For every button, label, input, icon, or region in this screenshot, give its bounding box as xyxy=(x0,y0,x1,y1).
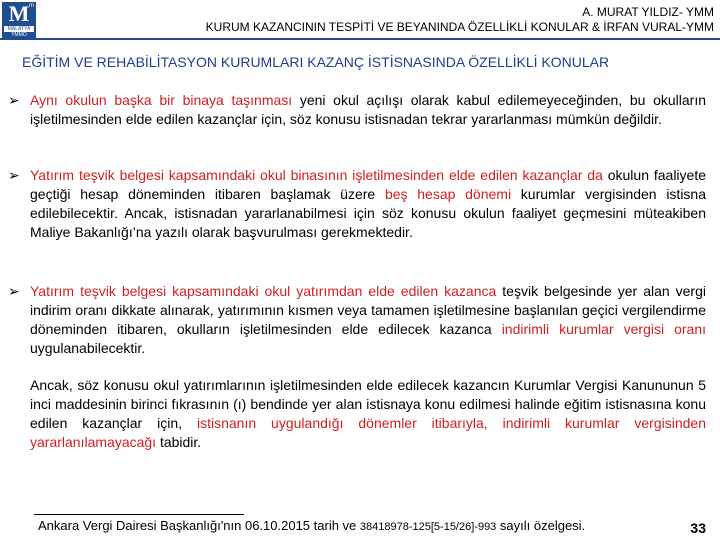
bullet-segment: yeni okul açılışı olarak kabul edilemeyeceğinden, bu okulların işletilmesinden elde edilen kazançlar için, söz konusu istisnadan tekrar yararlanması mümkün değildir. xyxy=(30,92,706,127)
bullet-segment-highlight: indirimli kurumlar vergisi oranı xyxy=(501,321,706,337)
bullet-segment-highlight: Yatırım teşvik belgesi kapsamındaki okul yatırımdan elde edilen kazanca xyxy=(30,283,497,299)
logo xyxy=(2,2,36,40)
bullet-item-2 xyxy=(8,166,707,242)
paragraph-segment-highlight: istisnanın uygulandığı dönemler itibarıyla, indirimli kurumlar vergisinden yararlanılamayacağı xyxy=(30,415,706,450)
bullet-segment: kurumlar vergisinden istisna edilebilecektir. Ancak, istisnadan yararlanabilmesi için söz konusu okulun faaliyet geçmesini müteakiben Maliye Bakanlığı’na yazılı olarak başvurulması gerekmektedir. xyxy=(30,186,707,240)
paragraph-segment: tabidir. xyxy=(156,434,202,450)
logo-text-2: YMMO xyxy=(11,32,27,38)
note-paragraph xyxy=(30,376,706,452)
arrow-right-icon: ➢ xyxy=(8,167,20,183)
paragraph-segment: Ancak, söz konusu okul yatırımlarının işletilmesinden elde edilecek kazancın Kurumlar Vergisi Kanununun 5 inci maddesinin birinci fıkrasının (ı) bendinde yer alan istisnaya konu edilmesi halinde eğitim istisnasına konu edilen kazançlar için, xyxy=(30,377,706,431)
footnote-suffix: sayılı özelgesi. xyxy=(496,518,586,533)
logo-sup: m xyxy=(29,3,34,9)
header-authors: A. MURAT YILDIZ- YMM xyxy=(582,5,714,19)
logo-text-1: MALATYA xyxy=(4,26,34,32)
arrow-right-icon: ➢ xyxy=(8,92,20,108)
bullet-text-1 xyxy=(30,92,706,127)
footnote-main: Ankara Vergi Dairesi Başkanlığı'nın 06.10.2015 tarih ve xyxy=(38,518,360,533)
bullet-segment-highlight: Aynı okulun başka bir binaya taşınması xyxy=(30,92,293,108)
page-title: EĞİTİM VE REHABİLİTASYON KURUMLARI KAZANÇ İSTİSNASINDA ÖZELLİKLİ KONULAR xyxy=(22,54,610,70)
bullet-segment-highlight: beş hesap dönemi xyxy=(384,186,512,202)
page-number: 33 xyxy=(690,520,706,536)
header-divider xyxy=(0,38,720,40)
bullet-item-1 xyxy=(8,91,706,129)
header-subtitle: KURUM KAZANCININ TESPİTİ VE BEYANINDA ÖZELLİKLİ KONULAR & İRFAN VURAL-YMM xyxy=(205,20,714,34)
footnote xyxy=(38,518,585,533)
arrow-right-icon: ➢ xyxy=(8,283,20,299)
bullet-segment: uygulanabilecektir. xyxy=(30,340,146,356)
note-paragraph-text xyxy=(30,377,706,450)
footnote-divider xyxy=(34,514,244,515)
footnote-number: 38418978-125[5-15/26]-993 xyxy=(359,521,497,533)
logo-letter: M xyxy=(8,1,30,26)
bullet-text-2 xyxy=(30,167,706,240)
bullet-segment: teşvik belgesinde yer alan vergi indirim oranı dikkate alınarak, yatırımının kısmen veya tamamen işletilmesine başlanılan geçici vergilendirme döneminden itibaren, okulların işletilmesinden elde edilecek kazanca xyxy=(30,283,706,337)
bullet-text-3 xyxy=(30,283,706,356)
bullet-segment: okulun faaliyete geçtiği hesap döneminden itibaren başlamak üzere xyxy=(30,167,706,202)
bullet-item-3 xyxy=(8,282,706,358)
bullet-segment-highlight: Yatırım teşvik belgesi kapsamındaki okul binasının işletilmesinden elde edilen kazançlar da xyxy=(30,167,603,183)
